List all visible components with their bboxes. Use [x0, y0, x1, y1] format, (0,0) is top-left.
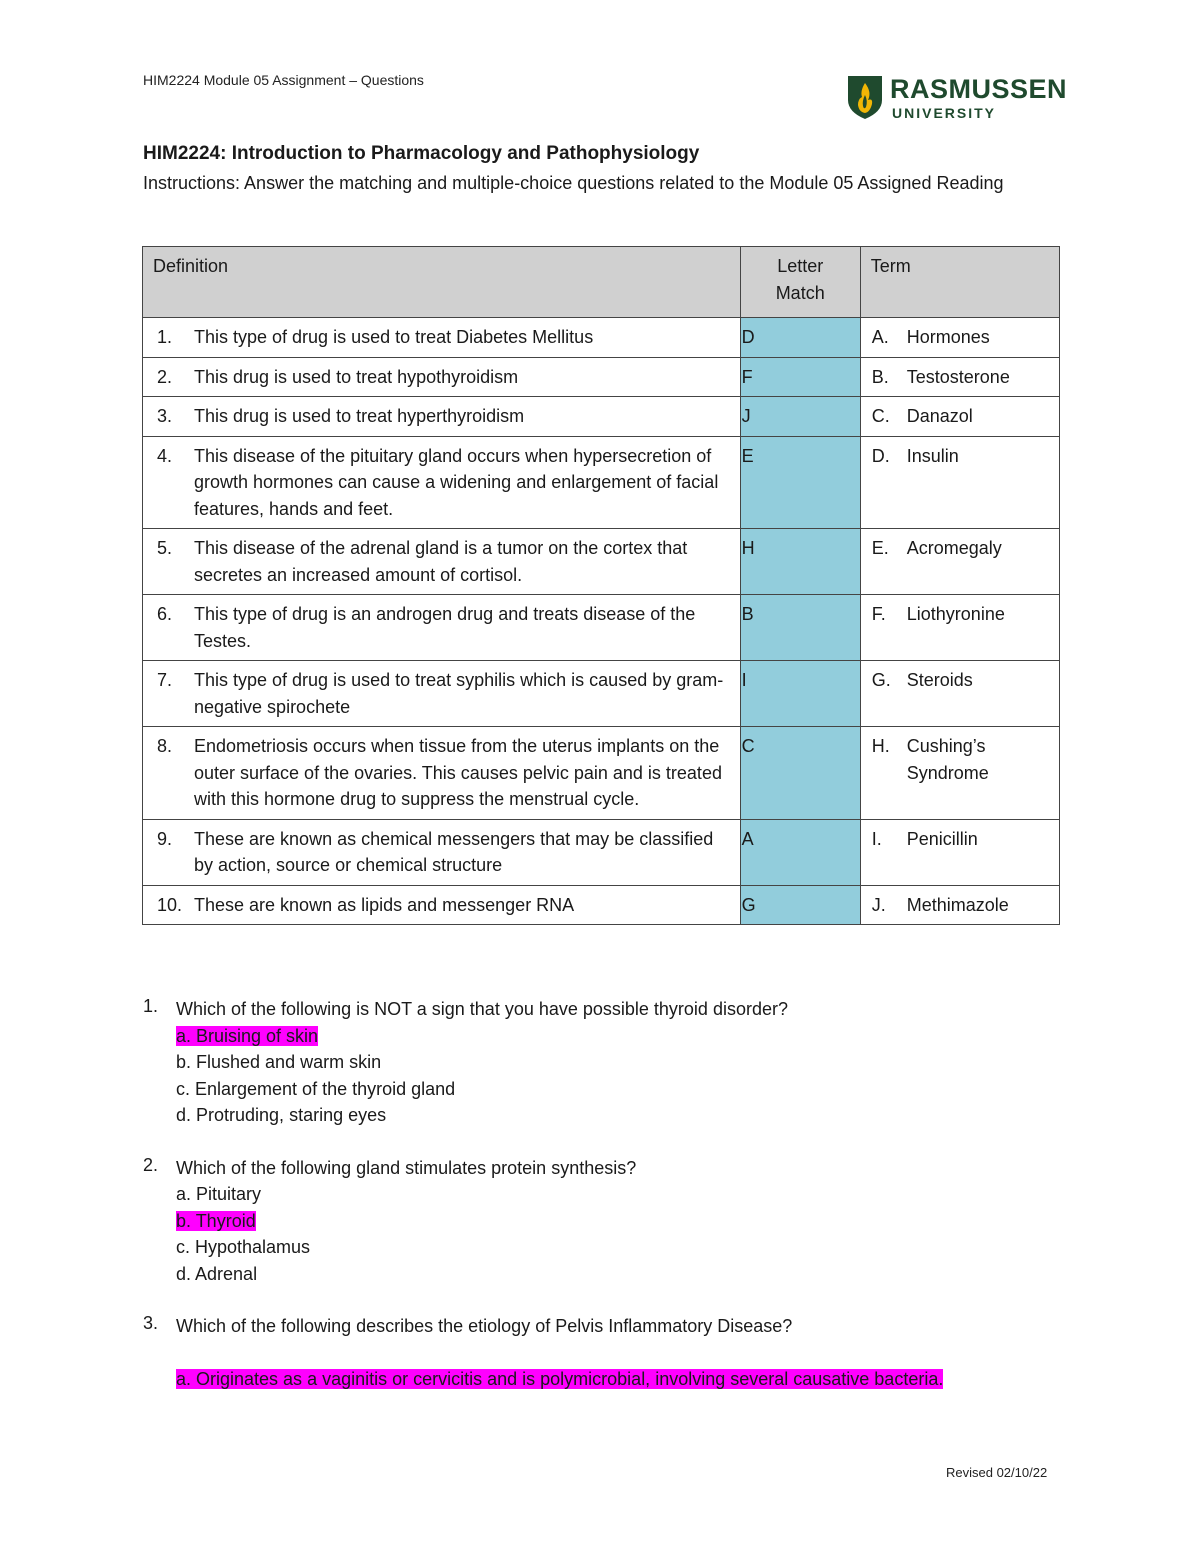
term-letter: C.: [871, 406, 890, 426]
table-row: [143, 727, 1060, 820]
question-number: 3.: [143, 1313, 159, 1333]
question: [143, 1155, 1063, 1288]
term-cell: [860, 436, 1059, 529]
answer-option: [176, 1023, 1063, 1050]
question: [143, 1313, 1063, 1392]
table-row: [143, 819, 1060, 885]
term-cell: [860, 357, 1059, 397]
definition-cell: [143, 661, 741, 727]
term-letter: G.: [871, 670, 891, 690]
revision-date: Revised 02/10/22: [946, 1465, 1048, 1480]
header-letter-match: Letter Match: [740, 247, 860, 318]
term-text: Acromegaly: [906, 538, 1002, 558]
definition-text: This type of drug is used to treat syphilis which is caused by gram-negative spirochete: [194, 670, 724, 717]
term-text: Steroids: [906, 670, 973, 690]
letter-match-cell: D: [740, 318, 860, 358]
question-number: 2.: [143, 1154, 159, 1175]
table-row: [143, 397, 1060, 437]
term-text: Insulin: [906, 445, 959, 466]
term-letter: B.: [871, 366, 889, 387]
definition-number: 1.: [157, 327, 173, 347]
term-text: Hormones: [906, 327, 990, 347]
term-text: Cushing’s Syndrome: [906, 736, 989, 783]
term-letter: H.: [871, 736, 890, 756]
definition-number: 10.: [157, 894, 183, 915]
term-letter: D.: [871, 445, 890, 466]
answer-option: [176, 1208, 1063, 1235]
term-text: Methimazole: [906, 894, 1009, 915]
table-row: [143, 885, 1060, 925]
table-row: [143, 529, 1060, 595]
university-logo: [846, 74, 1066, 126]
header-definition: Definition: [143, 247, 741, 318]
definition-text: This type of drug is an androgen drug and treats disease of the Testes.: [194, 604, 696, 651]
answer-option-label: d. Adrenal: [176, 1263, 258, 1284]
question-number: 1.: [143, 996, 159, 1016]
definition-cell: [143, 529, 741, 595]
definition-text: This drug is used to treat hypothyroidism: [194, 366, 519, 387]
term-letter: A.: [871, 327, 889, 347]
table-header-row: [143, 247, 1060, 318]
definition-number: 5.: [157, 538, 173, 558]
answer-option-label: b. Flushed and warm skin: [176, 1052, 382, 1072]
term-cell: [860, 529, 1059, 595]
term-text: Liothyronine: [906, 604, 1005, 624]
letter-match-cell: B: [740, 595, 860, 661]
table-row: [143, 357, 1060, 397]
instructions: Instructions: Answer the matching and multiple-choice questions related to the Module 05 Assigned Reading: [143, 173, 1004, 193]
definition-cell: [143, 436, 741, 529]
page-title: HIM2224: Introduction to Pharmacology and Pathophysiology: [143, 143, 700, 164]
definition-text: This disease of the adrenal gland is a tumor on the cortex that secretes an increased amount of cortisol.: [194, 538, 688, 585]
letter-match-cell: F: [740, 357, 860, 397]
definition-cell: [143, 885, 741, 925]
definition-number: 7.: [157, 670, 173, 690]
letter-match-cell: C: [740, 727, 860, 820]
question-text: Which of the following gland stimulates protein synthesis?: [176, 1157, 637, 1178]
term-cell: [860, 595, 1059, 661]
term-letter: J.: [871, 894, 886, 915]
definition-text: These are known as lipids and messenger RNA: [194, 894, 575, 915]
multiple-choice-section: [143, 996, 1063, 1418]
term-cell: [860, 661, 1059, 727]
definition-text: Endometriosis occurs when tissue from the uterus implants on the outer surface of the ovaries. This causes pelvic pain and is treated with this hormone drug to suppress the menstrual cycle.: [194, 736, 722, 809]
question-text: Which of the following is NOT a sign that you have possible thyroid disorder?: [176, 999, 788, 1019]
answer-option-label: d. Protruding, staring eyes: [176, 1105, 387, 1125]
term-letter: F.: [871, 604, 886, 624]
definition-number: 9.: [157, 828, 173, 849]
term-cell: [860, 727, 1059, 820]
table-row: [143, 436, 1060, 529]
definition-cell: [143, 357, 741, 397]
answer-option-label: a. Pituitary: [176, 1184, 262, 1204]
definition-number: 2.: [157, 366, 173, 387]
shield-flame-icon: [846, 74, 884, 120]
term-cell: [860, 318, 1059, 358]
answer-option: [176, 1102, 1063, 1129]
definition-cell: [143, 397, 741, 437]
answer-option: [176, 1076, 1063, 1103]
definition-text: These are known as chemical messengers that may be classified by action, source or chemical structure: [194, 828, 714, 875]
definition-cell: [143, 727, 741, 820]
logo-subtitle: UNIVERSITY: [892, 105, 997, 121]
definition-number: 3.: [157, 406, 173, 426]
table-row: [143, 661, 1060, 727]
definition-cell: [143, 595, 741, 661]
question: [143, 996, 1063, 1129]
answer-option: [176, 1234, 1063, 1261]
term-text: Danazol: [906, 406, 973, 426]
term-cell: [860, 819, 1059, 885]
definition-text: This disease of the pituitary gland occurs when hypersecretion of growth hormones can cause a widening and enlargement of facial features, hands and feet.: [194, 445, 719, 519]
spacer: [143, 1340, 1063, 1366]
answer-option-label: c. Enlargement of the thyroid gland: [176, 1078, 456, 1099]
table-row: [143, 318, 1060, 358]
answer-option: [176, 1049, 1063, 1076]
header-term: Term: [860, 247, 1059, 318]
answer-option-label: a. Originates as a vaginitis or cervicitis and is polymicrobial, involving several causative bacteria.: [176, 1368, 944, 1389]
letter-match-cell: A: [740, 819, 860, 885]
term-text: Testosterone: [906, 366, 1010, 387]
term-letter: I.: [871, 828, 882, 849]
logo-wordmark: RASMUSSEN: [890, 74, 1068, 104]
answer-option-label: c. Hypothalamus: [176, 1237, 311, 1257]
letter-match-cell: H: [740, 529, 860, 595]
answer-option: [176, 1261, 1063, 1288]
letter-match-cell: E: [740, 436, 860, 529]
document-header: HIM2224 Module 05 Assignment – Questions: [143, 72, 424, 88]
definition-number: 4.: [157, 445, 173, 466]
term-letter: E.: [871, 538, 889, 558]
answer-option: [176, 1181, 1063, 1208]
answer-option: [176, 1366, 1063, 1393]
letter-match-cell: I: [740, 661, 860, 727]
definition-text: This type of drug is used to treat Diabetes Mellitus: [194, 327, 594, 347]
answer-option-label: b. Thyroid: [176, 1210, 256, 1231]
definition-cell: [143, 819, 741, 885]
definition-number: 6.: [157, 604, 173, 624]
definition-cell: [143, 318, 741, 358]
definition-number: 8.: [157, 736, 173, 756]
letter-match-cell: J: [740, 397, 860, 437]
term-text: Penicillin: [906, 828, 978, 849]
table-row: [143, 595, 1060, 661]
matching-table: [142, 246, 1060, 925]
question-text: Which of the following describes the etiology of Pelvis Inflammatory Disease?: [176, 1316, 793, 1336]
letter-match-cell: G: [740, 885, 860, 925]
term-cell: [860, 397, 1059, 437]
definition-text: This drug is used to treat hyperthyroidism: [194, 406, 525, 426]
answer-option-label: a. Bruising of skin: [176, 1025, 319, 1046]
term-cell: [860, 885, 1059, 925]
